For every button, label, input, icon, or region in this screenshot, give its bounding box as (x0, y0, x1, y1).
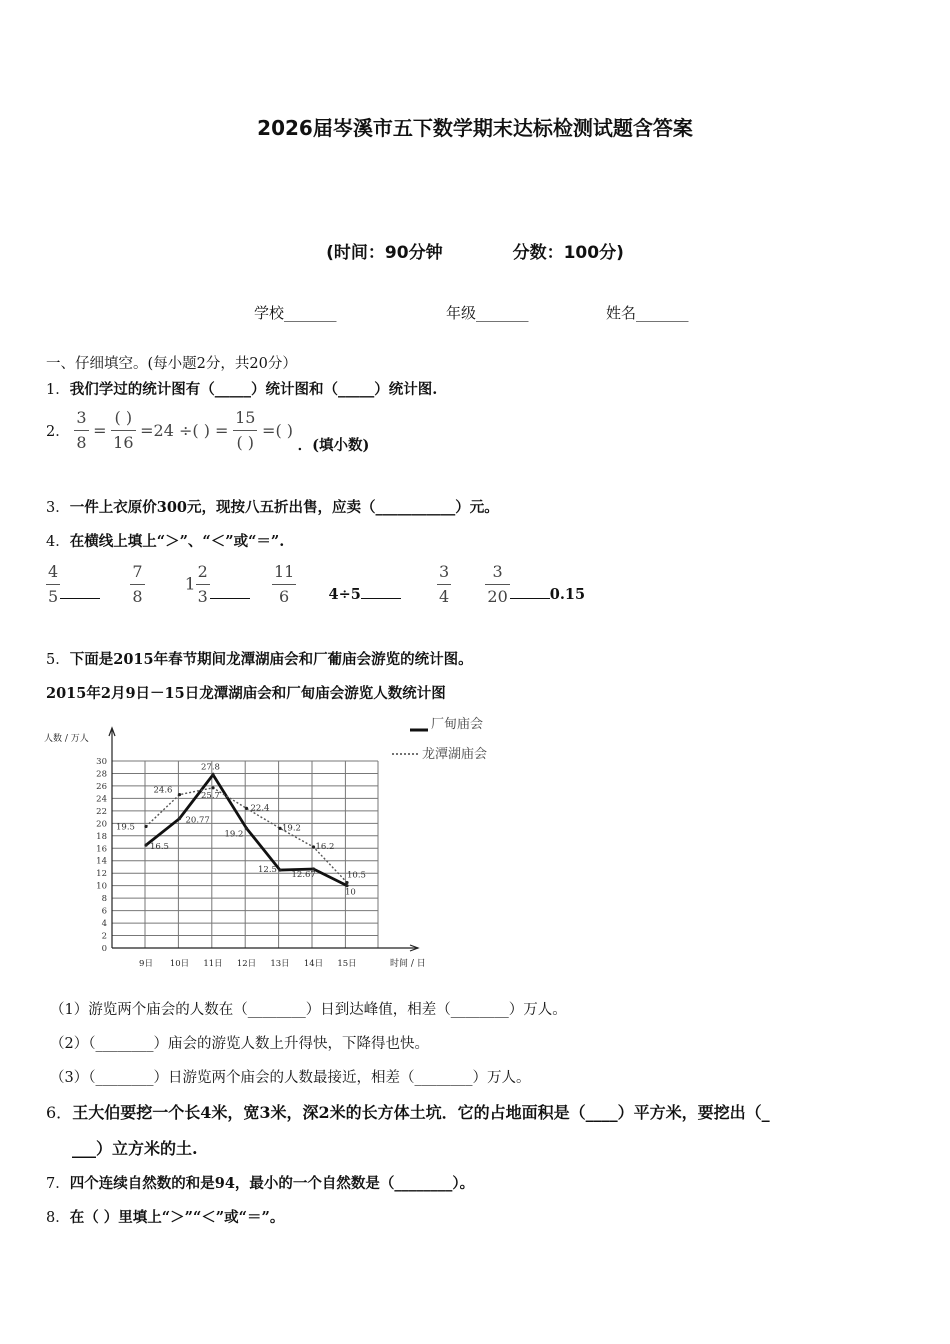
denominator: 8 (132, 587, 143, 606)
question-text: 我们学过的统计图有（_____）统计图和（_____）统计图. (69, 381, 438, 398)
question-number: 4． (46, 534, 70, 550)
x-tick-label: 12日 (236, 959, 257, 969)
answer-blank[interactable] (210, 584, 250, 599)
denominator: 16 (113, 433, 134, 452)
data-label: 25.7 (201, 790, 220, 801)
fraction-2-3 (196, 560, 210, 609)
data-label: 19.2 (282, 823, 301, 834)
data-point (144, 844, 147, 847)
question-5-part-3: （3）（________）日游览两个庙会的人数最接近，相差（________）万人。 (50, 1070, 531, 1086)
legend-label-changdian: 厂甸庙会 (431, 717, 484, 732)
data-label: 10 (345, 887, 356, 898)
series-line-longtan (146, 785, 347, 883)
fraction-blank-16 (111, 406, 135, 455)
x-tick-label: 15日 (337, 959, 357, 969)
equals-sign: = (93, 421, 107, 440)
data-label: 12.5 (258, 865, 277, 876)
question-text: 四个连续自然数的和是94，最小的一个自然数是（________）。 (69, 1175, 475, 1192)
y-tick-label: 2 (101, 931, 107, 942)
division-expression: =24 ÷( ) = (140, 421, 229, 440)
data-point (245, 807, 248, 810)
y-tick-label: 28 (96, 769, 107, 780)
y-tick-label: 20 (96, 819, 107, 830)
question-text: ___）立方米的土. (72, 1139, 198, 1158)
question-text: 下面是2015年春节期间龙潭湖庙会和厂葡庙会游览的统计图。 (69, 651, 473, 668)
data-point (278, 868, 281, 871)
question-5-part-1: （1）游览两个庙会的人数在（________）日到达峰值，相差（________）万人。 (50, 1002, 567, 1018)
numerator: 4 (46, 560, 60, 585)
exam-meta (0, 238, 950, 263)
division-4-5: 4÷5 (328, 586, 361, 603)
data-point (211, 786, 214, 789)
denominator: ( ) (236, 433, 255, 452)
fraction-4-5 (46, 560, 60, 609)
x-tick-label: 9日 (139, 959, 153, 969)
numerator: 11 (272, 560, 296, 585)
data-label: 22.4 (250, 803, 270, 814)
question-3 (46, 496, 499, 517)
y-tick-label: 10 (96, 881, 107, 892)
data-point (211, 773, 214, 776)
denominator: 6 (279, 587, 290, 606)
comparison-row (46, 560, 585, 610)
y-tick-label: 8 (101, 894, 107, 905)
fraction-3-20 (485, 560, 509, 609)
data-label: 16.2 (315, 842, 335, 853)
time-label: (时间：90分钟 (326, 243, 443, 263)
y-tick-label: 18 (96, 831, 107, 842)
fraction-11-6 (272, 560, 296, 609)
y-tick-label: 24 (96, 794, 107, 805)
fraction-3-8 (74, 406, 88, 455)
y-tick-label: 22 (96, 806, 107, 817)
question-number: 7． (46, 1176, 70, 1192)
document-title: 2026届岑溪市五下数学期末达标检测试题含答案 (257, 116, 693, 140)
numerator: ( ) (111, 406, 135, 431)
chart-heading: 2015年2月9日－15日龙潭湖庙会和厂甸庙会游览人数统计图 (46, 685, 446, 702)
y-axis-label: 人数 / 万人 (44, 734, 89, 744)
question-number: 6． (46, 1103, 73, 1122)
visitor-line-chart (40, 708, 520, 973)
fraction-7-8 (130, 560, 144, 609)
fraction-15-blank (233, 406, 257, 455)
numerator: 3 (437, 560, 451, 585)
question-text: 一件上衣原价300元，现按八五折出售，应卖（___________）元。 (69, 499, 499, 516)
data-label: 12.67 (291, 870, 316, 881)
question-5-part-2: （2）（________）庙会的游览人数上升得快，下降得也快。 (50, 1036, 429, 1052)
question-number: 2． (46, 424, 70, 440)
numerator: 2 (196, 560, 210, 585)
question-8 (46, 1206, 284, 1227)
answer-blank[interactable] (60, 584, 100, 599)
data-label: 19.5 (116, 822, 135, 833)
y-tick-label: 12 (96, 869, 107, 880)
x-tick-label: 14日 (303, 959, 324, 969)
denominator: 5 (48, 587, 59, 606)
data-point (245, 827, 248, 830)
y-tick-label: 6 (101, 906, 107, 917)
numerator: 7 (130, 560, 144, 585)
score-label: 分数：100分) (512, 243, 624, 263)
y-tick-label: 16 (96, 844, 107, 855)
numerator: 15 (233, 406, 257, 431)
question-6 (46, 1100, 770, 1123)
data-label: 27.8 (201, 762, 220, 773)
answer-blank[interactable] (361, 584, 401, 599)
question-number: 8． (46, 1210, 70, 1226)
school-field: 学校_______ (254, 304, 337, 322)
section-heading: 一、仔细填空。(每小题2分，共20分） (46, 356, 297, 372)
question-6-continuation (72, 1136, 198, 1159)
y-tick-label: 26 (96, 781, 107, 792)
question-number: 5． (46, 652, 70, 668)
series-line-changdian (146, 775, 347, 886)
question-1 (46, 378, 437, 399)
data-point (178, 817, 181, 820)
data-point (345, 881, 348, 884)
y-tick-label: 0 (101, 944, 107, 954)
grade-field: 年级_______ (446, 304, 529, 322)
denominator: 20 (487, 587, 508, 606)
data-label: 20.77 (185, 815, 210, 826)
numerator: 3 (485, 560, 509, 585)
question-5 (46, 648, 473, 669)
answer-blank[interactable] (510, 584, 550, 599)
denominator: 4 (439, 587, 450, 606)
data-point (178, 793, 181, 796)
denominator: 3 (197, 587, 208, 606)
x-tick-label: 13日 (270, 959, 290, 969)
data-label: 19.2 (224, 829, 244, 840)
fill-decimal-note: ．(填小数) (297, 437, 370, 454)
x-tick-label: 11日 (203, 959, 223, 969)
numerator: 3 (74, 406, 88, 431)
question-number: 1． (46, 382, 70, 398)
question-text: 在横线上填上“＞”、“＜”或“＝”. (69, 533, 285, 550)
legend-label-longtan: 龙潭湖庙会 (422, 747, 488, 762)
y-tick-label: 14 (96, 856, 107, 867)
question-4 (46, 530, 284, 551)
data-label: 24.6 (153, 785, 173, 796)
question-text: 王大伯要挖一个长4米，宽3米，深2米的长方体土坑．它的占地面积是（____）平方米，要挖出（_ (72, 1103, 770, 1122)
fraction-3-4 (437, 560, 451, 609)
denominator: 8 (76, 433, 87, 452)
y-tick-label: 4 (101, 919, 107, 930)
mixed-whole: 1 (184, 574, 196, 595)
question-2 (46, 406, 369, 466)
decimal-0-15: 0.15 (549, 586, 586, 603)
data-point (144, 825, 147, 828)
data-label: 16.5 (150, 842, 169, 853)
y-tick-label: 30 (96, 757, 107, 767)
question-7 (46, 1172, 474, 1193)
x-tick-label: 10日 (169, 959, 190, 969)
x-axis-label: 时间 / 日 (390, 959, 426, 969)
decimal-blank: =( ) (262, 421, 294, 440)
question-text: 在（ ）里填上“＞”“＜”或“＝”。 (69, 1209, 285, 1226)
name-field: 姓名_______ (606, 304, 689, 322)
question-number: 3． (46, 500, 70, 516)
data-label: 10.5 (347, 870, 366, 881)
